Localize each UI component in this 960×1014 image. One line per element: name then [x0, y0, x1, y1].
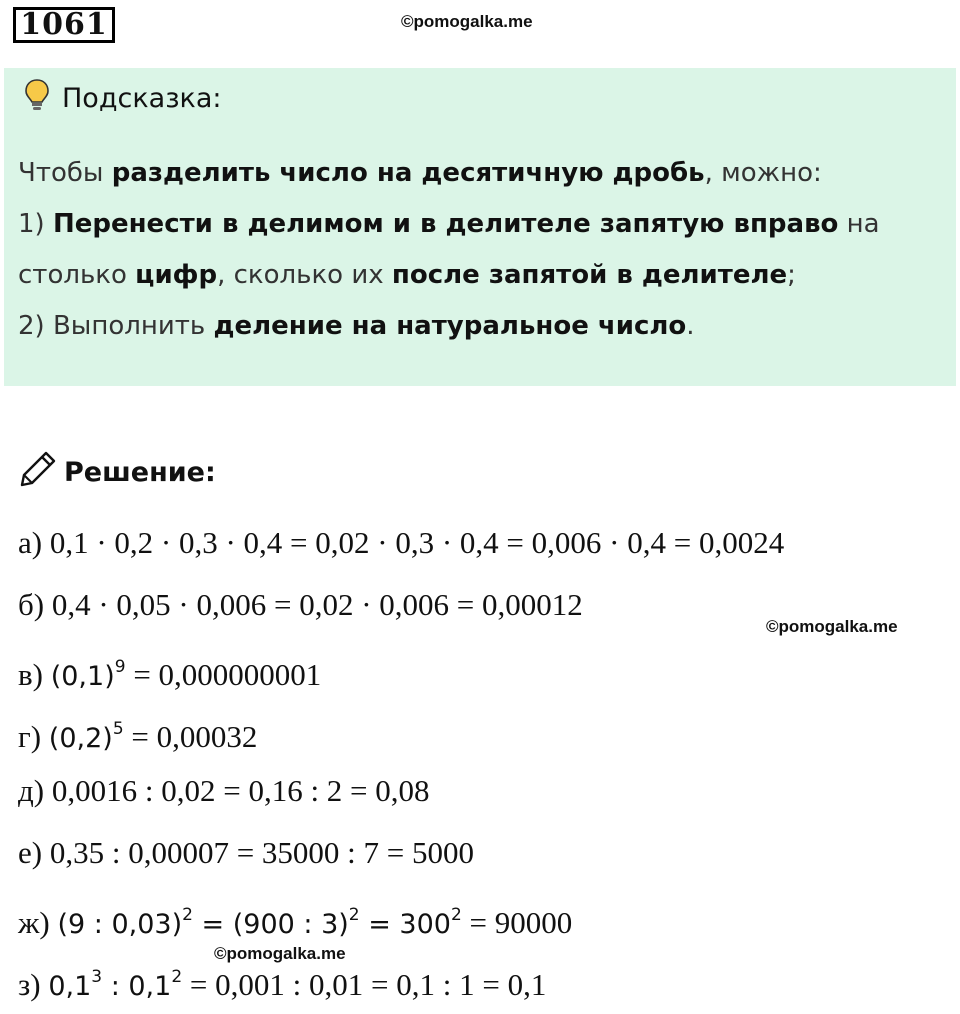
lightbulb-icon	[24, 78, 50, 119]
hint-text: столько	[18, 260, 136, 290]
hint-header	[24, 80, 222, 116]
watermark-bottom: ©pomogalka.me	[214, 944, 346, 963]
exponent: 2	[348, 905, 360, 925]
hint-text: 2) Выполнить	[18, 311, 214, 341]
hint-line	[18, 148, 938, 199]
row-result: = 0,001 : 0,01 = 0,1 : 1 = 0,1	[182, 967, 547, 1002]
exponent: 2	[450, 905, 462, 925]
hint-text-bold: Перенести в делимом и в делителе запятую вправо	[52, 209, 839, 239]
hint-text: .	[686, 311, 695, 341]
power-base: : 0,1	[102, 971, 172, 1002]
pencil-icon	[18, 449, 58, 496]
solution-header	[18, 452, 216, 492]
hint-text-bold: разделить число на десятичную дробь	[111, 158, 705, 188]
power-base: (9 : 0,03)	[57, 909, 183, 940]
hint-line	[18, 250, 938, 301]
solution-row-v	[18, 642, 948, 704]
exponent: 9	[114, 657, 126, 677]
task-number: 1061	[13, 7, 115, 43]
solution-row-g	[18, 704, 948, 766]
row-label: з)	[18, 967, 49, 1002]
row-result: = 0,000000001	[125, 657, 322, 692]
watermark-top: ©pomogalka.me	[401, 12, 533, 31]
solution-row-b: б) 0,4 · 0,05 · 0,006 = 0,02 · 0,006 = 0,00012	[18, 587, 583, 622]
solution-row-d: д) 0,0016 : 0,02 = 0,16 : 2 = 0,08	[18, 773, 430, 808]
row-result: = 90000	[461, 905, 573, 940]
solution-row-e: е) 0,35 : 0,00007 = 35000 : 7 = 5000	[18, 835, 475, 870]
hint-line	[18, 301, 938, 352]
hint-line	[18, 199, 938, 250]
row-label: в)	[18, 657, 51, 692]
power-base: = (900 : 3)	[192, 909, 349, 940]
power-base: (0,2)	[48, 723, 113, 754]
solution-body	[18, 518, 948, 1014]
exponent: 2	[182, 905, 193, 925]
exponent: 3	[91, 967, 103, 987]
hint-text: ;	[787, 260, 796, 290]
solution-row-a: а) 0,1 · 0,2 · 0,3 · 0,4 = 0,02 · 0,3 · 0,4 = 0,006 · 0,4 = 0,0024	[18, 525, 785, 560]
power-base: (0,1)	[50, 661, 115, 692]
hint-text: , сколько их	[217, 260, 392, 290]
row-result: = 0,00032	[123, 719, 258, 754]
hint-text-bold: после запятой в делителе	[391, 260, 788, 290]
hint-text-bold: цифр	[135, 260, 218, 290]
exponent: 2	[171, 967, 183, 987]
hint-box	[4, 68, 956, 386]
hint-text: 1)	[18, 209, 53, 239]
row-label: ж)	[18, 905, 58, 940]
hint-text: , можно:	[704, 158, 822, 188]
hint-text-bold: деление на натуральное число	[213, 311, 687, 341]
exponent: 5	[112, 719, 124, 739]
solution-row-zh	[18, 890, 948, 952]
row-label: г)	[18, 719, 49, 754]
power-base: = 300	[359, 909, 451, 940]
solution-row-z	[18, 952, 948, 1014]
hint-text: на	[838, 209, 880, 239]
hint-text: Чтобы	[18, 158, 112, 188]
power-base: 0,1	[48, 971, 92, 1002]
hint-title: Подсказка:	[62, 82, 222, 114]
solution-title: Решение:	[64, 456, 216, 488]
hint-body	[18, 148, 938, 352]
watermark-middle: ©pomogalka.me	[766, 617, 898, 636]
